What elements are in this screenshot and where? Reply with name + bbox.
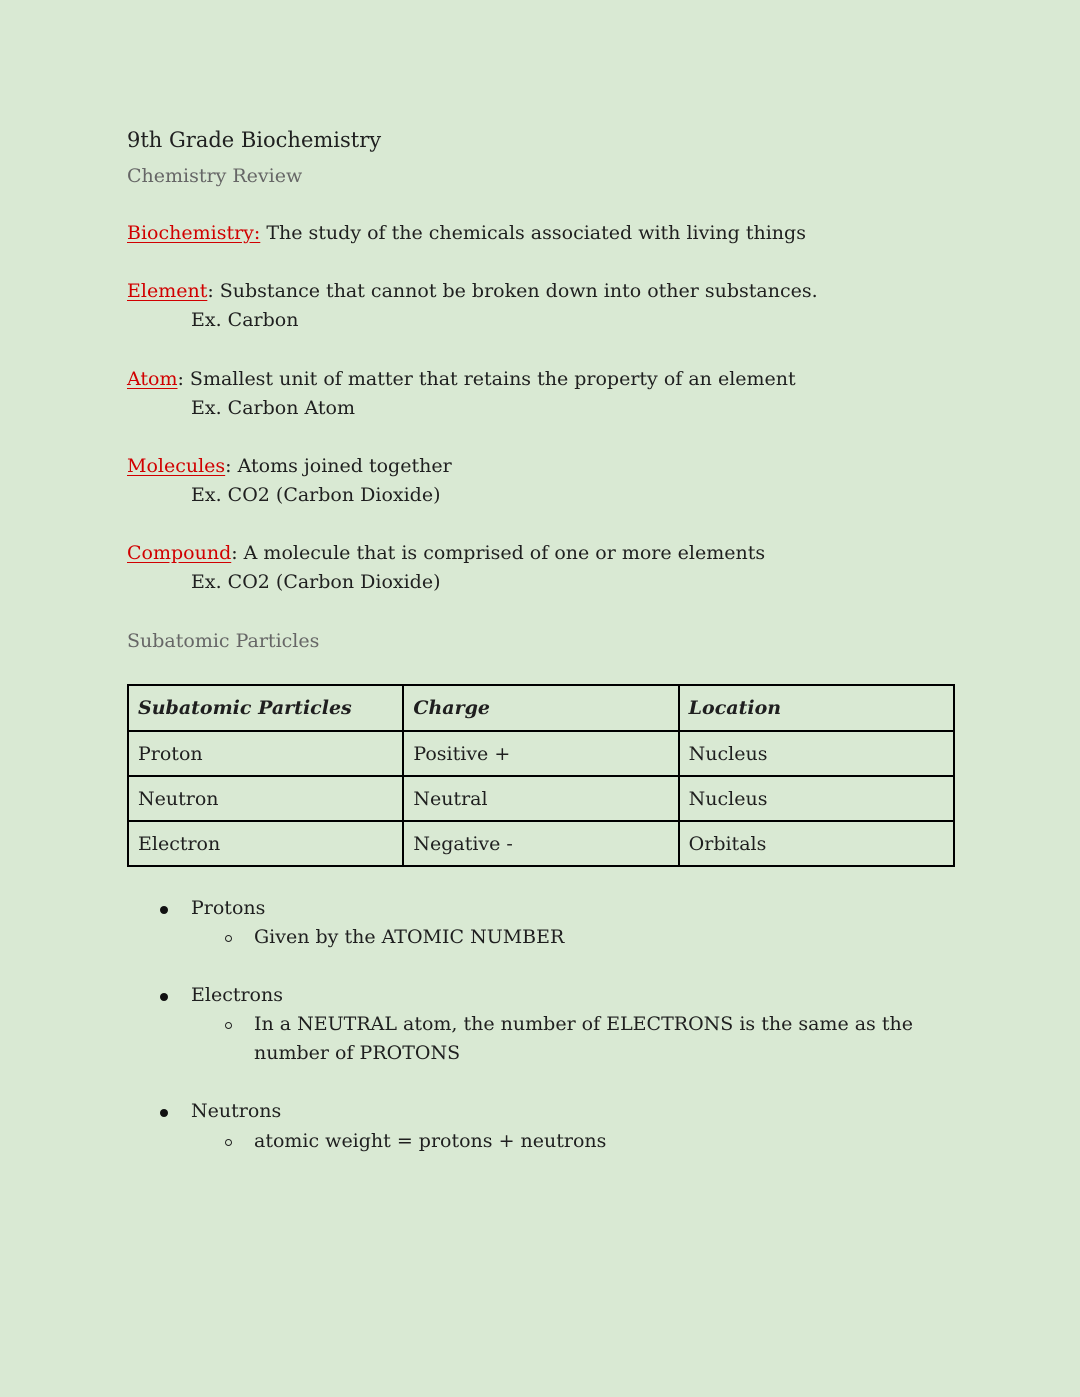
definition-atom (127, 368, 796, 390)
example-element: Ex. Carbon (191, 309, 299, 331)
bullet-dot-icon (160, 906, 168, 914)
sub-bullet-text: atomic weight = protons + neutrons (254, 1130, 607, 1152)
table-cell: Neutral (403, 776, 678, 821)
table-row (128, 821, 954, 866)
term-compound: Compound (127, 542, 232, 564)
table-row (128, 731, 954, 776)
sub-bullet-text: In a NEUTRAL atom, the number of ELECTRONS is the same as the (254, 1013, 913, 1035)
bullet-dot-icon (160, 1109, 168, 1117)
document-subtitle: Chemistry Review (127, 165, 303, 187)
table-cell: Negative - (403, 821, 678, 866)
term-biochemistry: Biochemistry: (127, 222, 261, 244)
term-element: Element (127, 280, 208, 302)
term-molecules: Molecules (127, 455, 226, 477)
subatomic-particles-table (127, 684, 955, 867)
table-row (128, 776, 954, 821)
document-title: 9th Grade Biochemistry (127, 128, 382, 152)
example-molecules: Ex. CO2 (Carbon Dioxide) (191, 484, 441, 506)
section-heading: Subatomic Particles (127, 630, 320, 652)
bullet-ring-icon (225, 935, 232, 942)
definition-compound (127, 542, 765, 564)
table-cell: Proton (128, 731, 403, 776)
bullet-ring-icon (225, 1022, 232, 1029)
table-cell: Positive + (403, 731, 678, 776)
sub-bullet-text: Given by the ATOMIC NUMBER (254, 926, 565, 948)
bullet-protons: Protons (191, 897, 266, 919)
table-cell: Nucleus (679, 776, 954, 821)
bullet-ring-icon (225, 1139, 232, 1146)
table-cell: Orbitals (679, 821, 954, 866)
bullet-neutrons: Neutrons (191, 1100, 282, 1122)
example-atom: Ex. Carbon Atom (191, 397, 355, 419)
bullet-dot-icon (160, 993, 168, 1001)
example-compound: Ex. CO2 (Carbon Dioxide) (191, 571, 441, 593)
table-header-row (128, 685, 954, 731)
definition-text: : Smallest unit of matter that retains the property of an element (177, 368, 796, 390)
table-header-cell: Location (679, 685, 954, 731)
table-header-cell: Charge (403, 685, 678, 731)
definition-element (127, 280, 818, 302)
sub-bullet-text: number of PROTONS (254, 1042, 461, 1064)
definition-text: : Atoms joined together (225, 455, 452, 477)
table-cell: Nucleus (679, 731, 954, 776)
table-cell: Electron (128, 821, 403, 866)
table-header-cell: Subatomic Particles (128, 685, 403, 731)
definition-biochemistry (127, 222, 806, 244)
term-atom: Atom (127, 368, 178, 390)
definition-text: The study of the chemicals associated with living things (260, 222, 806, 244)
definition-molecules (127, 455, 452, 477)
bullet-electrons: Electrons (191, 984, 283, 1006)
definition-text: : Substance that cannot be broken down into other substances. (207, 280, 818, 302)
definition-text: : A molecule that is comprised of one or more elements (231, 542, 766, 564)
table-cell: Neutron (128, 776, 403, 821)
